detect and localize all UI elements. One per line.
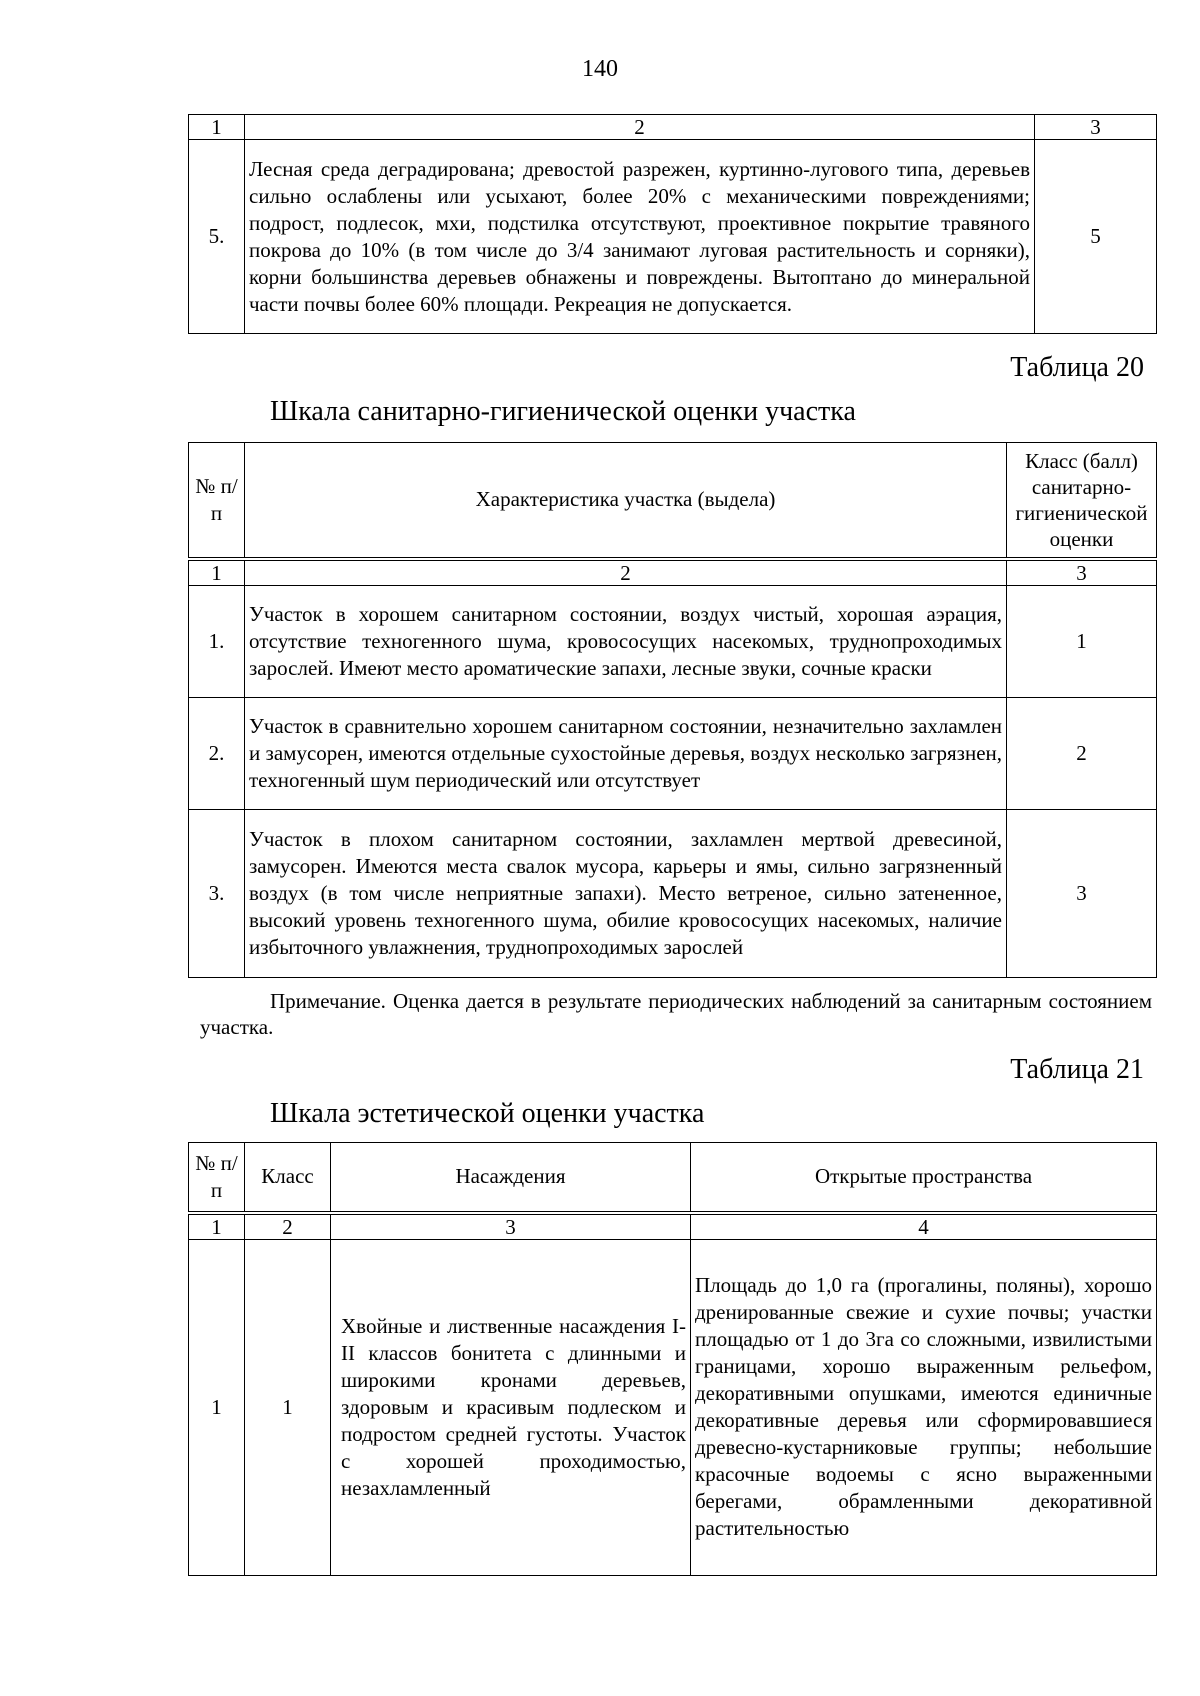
col-number: 1 bbox=[189, 1213, 245, 1240]
row-score: 3 bbox=[1007, 809, 1157, 977]
row-description: Лесная среда деградирована; древостой разрежен, куртинно-лугового типа, деревьев сильно ослаблены или усыхают, более 20% с механическими повреждениями; подрост, подлесок, мхи, подстилка отсутствуют, проективное покрытие травяного покрова до 10% (в том числе до 3/4 занимают луговая растительность и сорняки), корни большинства деревьев обнажены и повреждены. Вытоптано до минеральной части почвы более 60% площади. Рекреация не допускается. bbox=[245, 140, 1035, 334]
row-plantings: Хвойные и лиственные насаждения I-II классов бонитета с длинными и широкими кронами деревьев, здоровым и красивым подлеском и подростом средней густоты. Участок с хорошей проходимостью, незахламленный bbox=[331, 1239, 691, 1575]
col-number: 2 bbox=[245, 1213, 331, 1240]
table-title: Шкала эстетической оценки участка bbox=[270, 1098, 705, 1129]
row-description: Участок в хорошем санитарном состоянии, воздух чистый, хорошая аэрация, отсутствие техногенного шума, кровососущих насекомых, труднопроходимых зарослей. Имеют место ароматические запахи, лесные звуки, сочные краски bbox=[245, 585, 1007, 697]
sanitary-scale-table bbox=[188, 442, 1157, 978]
col-number: 3 bbox=[1035, 115, 1157, 140]
row-number: 5. bbox=[189, 140, 245, 334]
header-plantings: Насаждения bbox=[331, 1143, 691, 1213]
row-class: 1 bbox=[245, 1239, 331, 1575]
row-description: Участок в плохом санитарном состоянии, захламлен мертвой древесиной, замусорен. Имеются места свалок мусора, карьеры и ямы, сильно загрязненный воздух (в том числе неприятные запахи). Место ветреное, сильно затененное, высокий уровень техногенного шума, обилие кровососущих насекомых, наличие избыточного увлажнения, труднопроходимых зарослей bbox=[245, 809, 1007, 977]
table-title: Шкала санитарно-гигиенической оценки участка bbox=[270, 396, 856, 427]
table-header-row bbox=[189, 443, 1157, 559]
table-row bbox=[189, 697, 1157, 809]
col-number: 3 bbox=[331, 1213, 691, 1240]
table-label: Таблица 20 bbox=[1010, 352, 1144, 383]
continued-table bbox=[188, 114, 1157, 334]
col-number: 1 bbox=[189, 559, 245, 586]
header-characteristic: Характеристика участка (выдела) bbox=[245, 443, 1007, 559]
row-description: Участок в сравнительно хорошем санитарном состоянии, незначительно захламлен и замусорен, имеются отдельные сухостойные деревья, воздух несколько загрязнен, техногенный шум периодический или отсутствует bbox=[245, 697, 1007, 809]
row-number: 1. bbox=[189, 585, 245, 697]
col-number: 1 bbox=[189, 115, 245, 140]
table-numbering-row bbox=[189, 1213, 1157, 1240]
table-row bbox=[189, 140, 1157, 334]
row-number: 2. bbox=[189, 697, 245, 809]
row-score: 2 bbox=[1007, 697, 1157, 809]
table-row bbox=[189, 585, 1157, 697]
table-numbering-row bbox=[189, 559, 1157, 586]
col-number: 2 bbox=[245, 115, 1035, 140]
col-number: 2 bbox=[245, 559, 1007, 586]
col-number: 3 bbox=[1007, 559, 1157, 586]
page-number: 140 bbox=[582, 56, 618, 82]
table-note: Примечание. Оценка дается в результате периодических наблюдений за санитарным состоянием участка. bbox=[200, 989, 1152, 1039]
row-number: 3. bbox=[189, 809, 245, 977]
row-score: 5 bbox=[1035, 140, 1157, 334]
header-number: № п/п bbox=[189, 443, 245, 559]
header-class: Класс bbox=[245, 1143, 331, 1213]
col-number: 4 bbox=[691, 1213, 1157, 1240]
header-number: № п/п bbox=[189, 1143, 245, 1213]
row-number: 1 bbox=[189, 1239, 245, 1575]
table-row bbox=[189, 1239, 1157, 1575]
row-score: 1 bbox=[1007, 585, 1157, 697]
header-open-spaces: Открытые пространства bbox=[691, 1143, 1157, 1213]
table-numbering-row bbox=[189, 115, 1157, 140]
row-open-spaces: Площадь до 1,0 га (прогалины, поляны), хорошо дренированные свежие и сухие почвы; участки площадью от 1 до 3га со сложными, извилистыми границами, хорошо выраженным рельефом, декоративными опушками, имеются единичные декоративные деревья или сформировавшиеся древесно-кустарниковые группы; небольшие красочные водоемы с ясно выраженными берегами, обрамленными декоративной растительностью bbox=[691, 1239, 1157, 1575]
table-label: Таблица 21 bbox=[1010, 1054, 1144, 1085]
table-header-row bbox=[189, 1143, 1157, 1213]
header-class: Класс (балл) санитарно-гигиенической оценки bbox=[1007, 443, 1157, 559]
aesthetic-scale-table bbox=[188, 1142, 1157, 1576]
table-row bbox=[189, 809, 1157, 977]
